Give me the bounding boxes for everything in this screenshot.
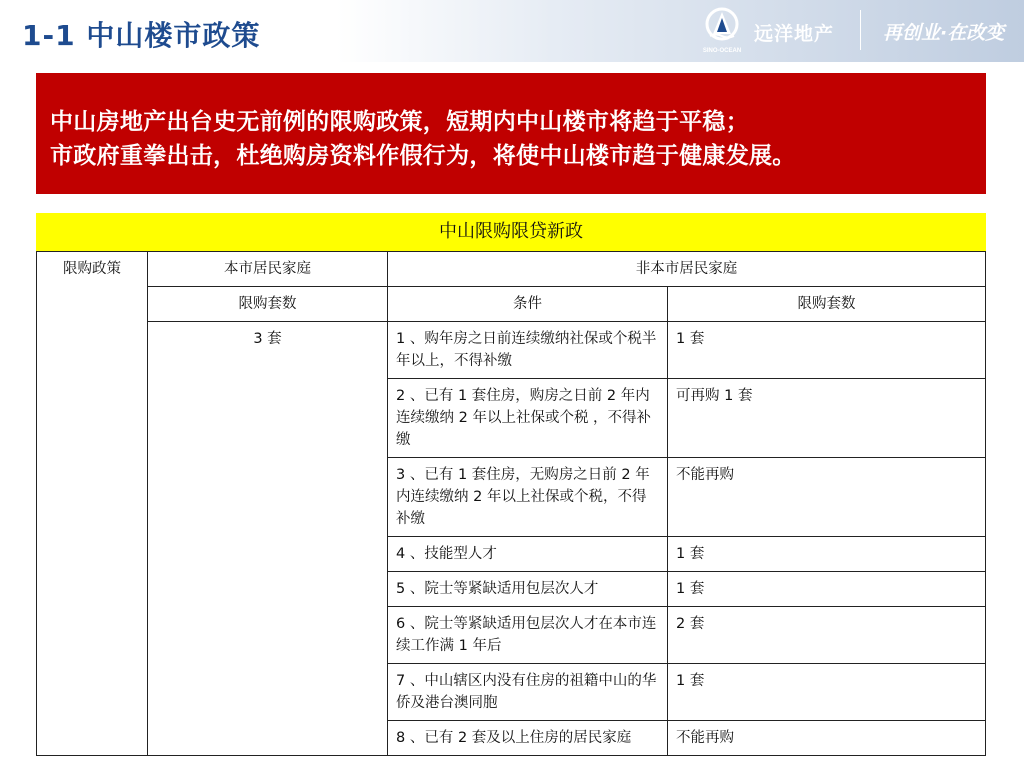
quota-cell: 1 套 <box>668 572 986 607</box>
table-title: 中山限购限贷新政 <box>36 213 986 251</box>
condition-header: 条件 <box>388 287 668 322</box>
page-title: 1-1 中山楼市政策 <box>22 19 261 52</box>
table-subheader-row <box>37 287 986 322</box>
condition-cell: 8 、已有 2 套及以上住房的居民家庭 <box>388 721 668 756</box>
nonlocal-quota-header: 限购套数 <box>668 287 986 322</box>
headline-banner <box>36 73 986 194</box>
brand <box>700 6 1020 56</box>
table-header-row <box>37 252 986 287</box>
condition-cell: 6 、院士等紧缺适用包层次人才在本市连续工作满 1 年后 <box>388 607 668 664</box>
brand-name: 远洋地产 <box>754 23 835 45</box>
condition-cell: 3 、已有 1 套住房，无购房之日前 2 年内连续缴纳 2 年以上社保或个税，不得补缴 <box>388 458 668 537</box>
condition-cell: 1 、购年房之日前连续缴纳社保或个税半年以上，不得补缴 <box>388 322 668 379</box>
logo-text: SINO-OCEAN <box>702 48 742 54</box>
brand-slogan: 再创业·在改变 <box>883 22 1005 44</box>
quota-cell: 不能再购 <box>668 458 986 537</box>
header <box>0 0 1024 62</box>
policy-label-cell: 限购政策 <box>37 252 148 756</box>
sino-ocean-logo-icon <box>702 6 742 56</box>
condition-cell: 4 、技能型人才 <box>388 537 668 572</box>
local-quota-value: 3 套 <box>148 322 388 756</box>
quota-cell: 1 套 <box>668 537 986 572</box>
quota-cell: 不能再购 <box>668 721 986 756</box>
local-quota-header: 限购套数 <box>148 287 388 322</box>
banner-line-1: 中山房地产出台史无前例的限购政策，短期内中山楼市将趋于平稳； <box>50 109 749 135</box>
quota-cell: 2 套 <box>668 607 986 664</box>
quota-cell: 1 套 <box>668 322 986 379</box>
local-household-header: 本市居民家庭 <box>148 252 388 287</box>
condition-cell: 5 、院士等紧缺适用包层次人才 <box>388 572 668 607</box>
brand-divider <box>860 10 861 50</box>
condition-cell: 7 、中山辖区内没有住房的祖籍中山的华侨及港台澳同胞 <box>388 664 668 721</box>
nonlocal-household-header: 非本市居民家庭 <box>388 252 986 287</box>
quota-cell: 1 套 <box>668 664 986 721</box>
quota-cell: 可再购 1 套 <box>668 379 986 458</box>
banner-line-2: 市政府重拳出击，杜绝购房资料作假行为，将使中山楼市趋于健康发展。 <box>50 143 796 169</box>
table-row <box>37 322 986 379</box>
policy-table <box>36 251 986 756</box>
condition-cell: 2 、已有 1 套住房，购房之日前 2 年内连续缴纳 2 年以上社保或个税 ，不得补缴 <box>388 379 668 458</box>
